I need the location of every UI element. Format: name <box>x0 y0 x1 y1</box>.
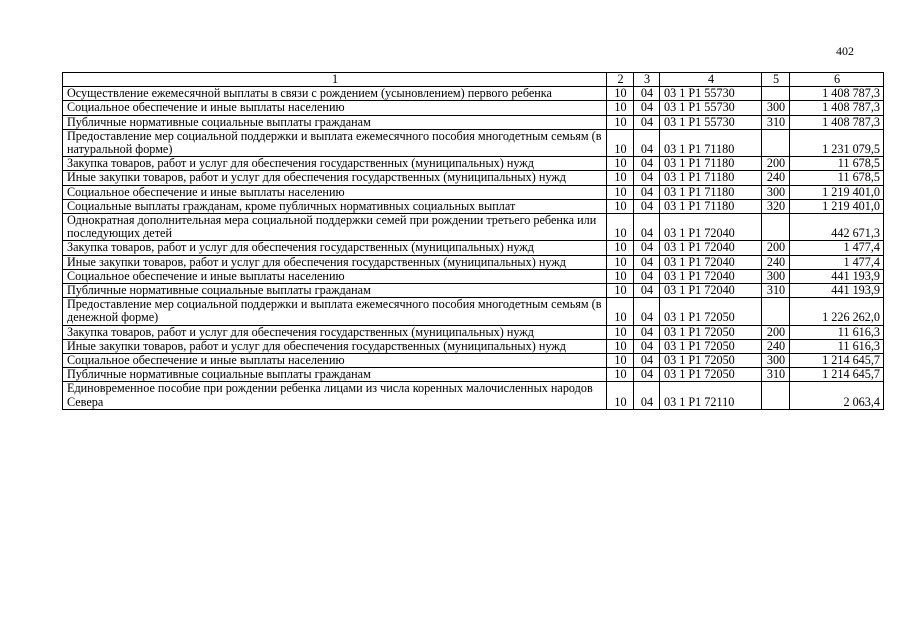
subsection-code: 04 <box>634 269 660 283</box>
amount: 1 219 401,0 <box>790 199 884 213</box>
budget-table <box>62 72 884 410</box>
amount: 441 193,9 <box>790 269 884 283</box>
amount: 1 408 787,3 <box>790 115 884 129</box>
subsection-code: 04 <box>634 284 660 298</box>
subsection-code: 04 <box>634 115 660 129</box>
table-row <box>63 298 884 325</box>
row-description: Социальное обеспечение и иные выплаты населению <box>63 185 607 199</box>
table-row <box>63 368 884 382</box>
section-code: 10 <box>607 129 634 156</box>
target-article-code: 03 1 P1 71180 <box>660 171 762 185</box>
amount: 11 616,3 <box>790 325 884 339</box>
target-article-code: 03 1 P1 71180 <box>660 199 762 213</box>
section-code: 10 <box>607 368 634 382</box>
section-code: 10 <box>607 284 634 298</box>
amount: 441 193,9 <box>790 284 884 298</box>
header-cell: 5 <box>762 73 790 87</box>
target-article-code: 03 1 P1 55730 <box>660 101 762 115</box>
subsection-code: 04 <box>634 354 660 368</box>
row-description: Иные закупки товаров, работ и услуг для обеспечения государственных (муниципальных) нужд <box>63 339 607 353</box>
expense-type-code: 310 <box>762 115 790 129</box>
subsection-code: 04 <box>634 325 660 339</box>
row-description: Социальное обеспечение и иные выплаты населению <box>63 269 607 283</box>
section-code: 10 <box>607 269 634 283</box>
amount: 1 477,4 <box>790 255 884 269</box>
row-description: Закупка товаров, работ и услуг для обеспечения государственных (муниципальных) нужд <box>63 241 607 255</box>
table-header-row <box>63 73 884 87</box>
expense-type-code: 200 <box>762 157 790 171</box>
section-code: 10 <box>607 87 634 101</box>
table-row <box>63 354 884 368</box>
subsection-code: 04 <box>634 101 660 115</box>
subsection-code: 04 <box>634 255 660 269</box>
section-code: 10 <box>607 241 634 255</box>
expense-type-code <box>762 87 790 101</box>
table-row <box>63 269 884 283</box>
subsection-code: 04 <box>634 339 660 353</box>
target-article-code: 03 1 P1 72050 <box>660 339 762 353</box>
subsection-code: 04 <box>634 185 660 199</box>
amount: 1 408 787,3 <box>790 101 884 115</box>
section-code: 10 <box>607 354 634 368</box>
target-article-code: 03 1 P1 72050 <box>660 354 762 368</box>
subsection-code: 04 <box>634 87 660 101</box>
header-cell: 3 <box>634 73 660 87</box>
expense-type-code: 300 <box>762 269 790 283</box>
amount: 11 678,5 <box>790 157 884 171</box>
table-row <box>63 87 884 101</box>
section-code: 10 <box>607 339 634 353</box>
target-article-code: 03 1 P1 71180 <box>660 157 762 171</box>
target-article-code: 03 1 P1 72040 <box>660 214 762 241</box>
table-row <box>63 171 884 185</box>
row-description: Предоставление мер социальной поддержки и выплата ежемесячного пособия многодетным семьям (в натуральной форме) <box>63 129 607 156</box>
row-description: Социальное обеспечение и иные выплаты населению <box>63 354 607 368</box>
amount: 2 063,4 <box>790 382 884 409</box>
target-article-code: 03 1 P1 72040 <box>660 269 762 283</box>
table-row <box>63 382 884 409</box>
expense-type-code: 320 <box>762 199 790 213</box>
section-code: 10 <box>607 115 634 129</box>
row-description: Единовременное пособие при рождении ребенка лицами из числа коренных малочисленных народов Севера <box>63 382 607 409</box>
section-code: 10 <box>607 325 634 339</box>
table-row <box>63 214 884 241</box>
section-code: 10 <box>607 298 634 325</box>
row-description: Публичные нормативные социальные выплаты гражданам <box>63 368 607 382</box>
row-description: Предоставление мер социальной поддержки и выплата ежемесячного пособия многодетным семьям (в денежной форме) <box>63 298 607 325</box>
table-row <box>63 185 884 199</box>
section-code: 10 <box>607 214 634 241</box>
amount: 1 408 787,3 <box>790 87 884 101</box>
subsection-code: 04 <box>634 199 660 213</box>
target-article-code: 03 1 P1 72040 <box>660 255 762 269</box>
section-code: 10 <box>607 185 634 199</box>
expense-type-code: 240 <box>762 339 790 353</box>
table-row <box>63 255 884 269</box>
target-article-code: 03 1 P1 71180 <box>660 129 762 156</box>
expense-type-code <box>762 129 790 156</box>
table-row <box>63 284 884 298</box>
table-row <box>63 199 884 213</box>
subsection-code: 04 <box>634 157 660 171</box>
subsection-code: 04 <box>634 171 660 185</box>
expense-type-code <box>762 298 790 325</box>
expense-type-code: 200 <box>762 241 790 255</box>
header-cell: 6 <box>790 73 884 87</box>
amount: 1 477,4 <box>790 241 884 255</box>
section-code: 10 <box>607 382 634 409</box>
header-cell: 1 <box>63 73 607 87</box>
subsection-code: 04 <box>634 129 660 156</box>
row-description: Иные закупки товаров, работ и услуг для обеспечения государственных (муниципальных) нужд <box>63 255 607 269</box>
expense-type-code: 240 <box>762 171 790 185</box>
target-article-code: 03 1 P1 72050 <box>660 298 762 325</box>
page-number: 402 <box>836 44 854 58</box>
table-row <box>63 157 884 171</box>
subsection-code: 04 <box>634 298 660 325</box>
row-description: Публичные нормативные социальные выплаты гражданам <box>63 284 607 298</box>
expense-type-code: 240 <box>762 255 790 269</box>
subsection-code: 04 <box>634 382 660 409</box>
target-article-code: 03 1 P1 72050 <box>660 325 762 339</box>
target-article-code: 03 1 P1 72040 <box>660 284 762 298</box>
section-code: 10 <box>607 199 634 213</box>
row-description: Публичные нормативные социальные выплаты гражданам <box>63 115 607 129</box>
section-code: 10 <box>607 171 634 185</box>
section-code: 10 <box>607 157 634 171</box>
subsection-code: 04 <box>634 241 660 255</box>
expense-type-code: 300 <box>762 354 790 368</box>
expense-type-code <box>762 382 790 409</box>
row-description: Закупка товаров, работ и услуг для обеспечения государственных (муниципальных) нужд <box>63 325 607 339</box>
row-description: Закупка товаров, работ и услуг для обеспечения государственных (муниципальных) нужд <box>63 157 607 171</box>
target-article-code: 03 1 P1 71180 <box>660 185 762 199</box>
row-description: Однократная дополнительная мера социальной поддержки семей при рождении третьего ребенка или последующих детей <box>63 214 607 241</box>
amount: 442 671,3 <box>790 214 884 241</box>
section-code: 10 <box>607 101 634 115</box>
expense-type-code: 200 <box>762 325 790 339</box>
header-cell: 4 <box>660 73 762 87</box>
table-row <box>63 115 884 129</box>
expense-type-code: 310 <box>762 368 790 382</box>
target-article-code: 03 1 P1 72040 <box>660 241 762 255</box>
table-row <box>63 241 884 255</box>
table-row <box>63 101 884 115</box>
expense-type-code: 300 <box>762 185 790 199</box>
row-description: Осуществление ежемесячной выплаты в связи с рождением (усыновлением) первого ребенка <box>63 87 607 101</box>
table-row <box>63 339 884 353</box>
target-article-code: 03 1 P1 72050 <box>660 368 762 382</box>
section-code: 10 <box>607 255 634 269</box>
target-article-code: 03 1 P1 55730 <box>660 87 762 101</box>
amount: 11 678,5 <box>790 171 884 185</box>
subsection-code: 04 <box>634 368 660 382</box>
row-description: Иные закупки товаров, работ и услуг для обеспечения государственных (муниципальных) нужд <box>63 171 607 185</box>
amount: 11 616,3 <box>790 339 884 353</box>
target-article-code: 03 1 P1 55730 <box>660 115 762 129</box>
target-article-code: 03 1 P1 72110 <box>660 382 762 409</box>
row-description: Социальное обеспечение и иные выплаты населению <box>63 101 607 115</box>
amount: 1 219 401,0 <box>790 185 884 199</box>
amount: 1 226 262,0 <box>790 298 884 325</box>
amount: 1 231 079,5 <box>790 129 884 156</box>
expense-type-code <box>762 214 790 241</box>
expense-type-code: 300 <box>762 101 790 115</box>
amount: 1 214 645,7 <box>790 354 884 368</box>
subsection-code: 04 <box>634 214 660 241</box>
table-row <box>63 325 884 339</box>
table-row <box>63 129 884 156</box>
expense-type-code: 310 <box>762 284 790 298</box>
row-description: Социальные выплаты гражданам, кроме публичных нормативных социальных выплат <box>63 199 607 213</box>
amount: 1 214 645,7 <box>790 368 884 382</box>
header-cell: 2 <box>607 73 634 87</box>
